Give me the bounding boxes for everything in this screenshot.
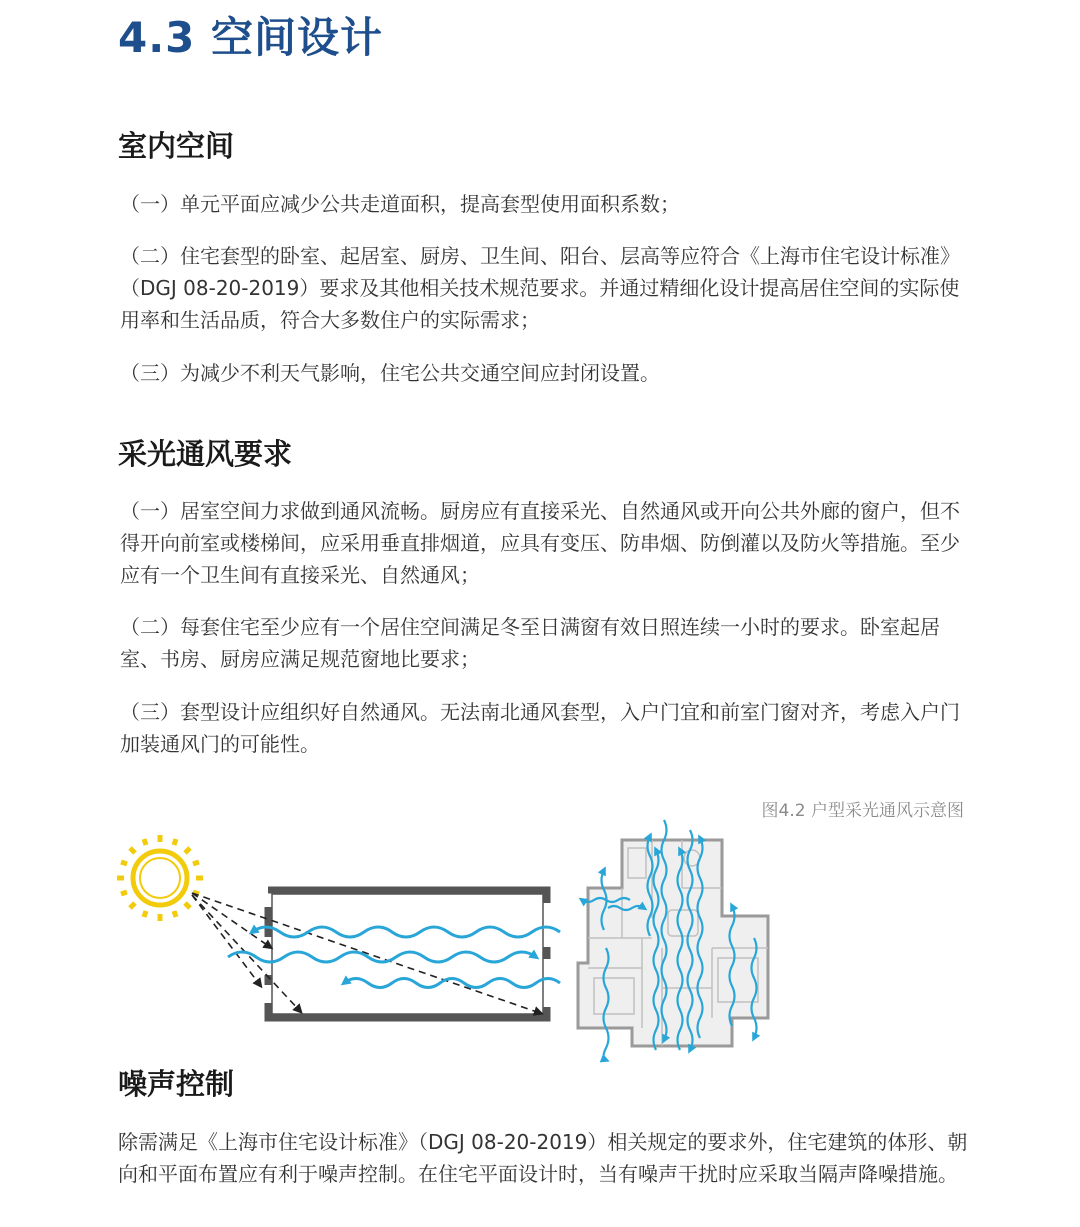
floor-plan-diagram <box>572 818 784 1060</box>
section-heading-noise-control: 噪声控制 <box>118 1067 235 1101</box>
figure-caption: 图4.2 户型采光通风示意图 <box>761 801 964 821</box>
wind-wave-arrows <box>228 927 560 988</box>
paragraph: 除需满足《上海市住宅设计标准》（DGJ 08-20-2019）相关规定的要求外，住宅建筑的体形、朝向和平面布置应有利于噪声控制。在住宅平面设计时，当有噪声干扰时应采取当隔声降噪措施。 <box>118 1130 968 1186</box>
section-heading-indoor-space: 室内空间 <box>118 129 235 163</box>
paragraph: （一）居室空间力求做到通风流畅。厨房应有直接采光、自然通风或开向公共外廊的窗户，但不得开向前室或楼梯间，应采用垂直排烟道，应具有变压、防串烟、防倒灌以及防火等措施。至少应有一个卫生间有直接采光、自然通风； <box>120 499 960 587</box>
paragraph: （三）为减少不利天气影响，住宅公共交通空间应封闭设置。 <box>120 361 660 385</box>
section-heading-lighting-ventilation: 采光通风要求 <box>118 437 293 471</box>
paragraph: （二）每套住宅至少应有一个居住空间满足冬至日满窗有效日照连续一小时的要求。卧室起居室、书房、厨房应满足规范窗地比要求； <box>120 615 940 671</box>
floor-plan-walls <box>578 840 768 1046</box>
paragraph: （一）单元平面应减少公共走道面积，提高套型使用面积系数； <box>120 192 680 216</box>
ventilation-section-diagram <box>120 835 570 1035</box>
paragraph: （三）套型设计应组织好自然通风。无法南北通风套型，入户门宜和前室门窗对齐，考虑入户门加装通风门的可能性。 <box>120 700 960 756</box>
sun-icon <box>117 835 203 921</box>
page-title: 4.3 空间设计 <box>118 13 384 62</box>
paragraph: （二）住宅套型的卧室、起居室、厨房、卫生间、阳台、层高等应符合《上海市住宅设计标准》（DGJ 08-20-2019）要求及其他相关技术规范要求。并通过精细化设计提高居住空间的实际使用率和生活品质，符合大多数住户的实际需求； <box>120 244 960 332</box>
